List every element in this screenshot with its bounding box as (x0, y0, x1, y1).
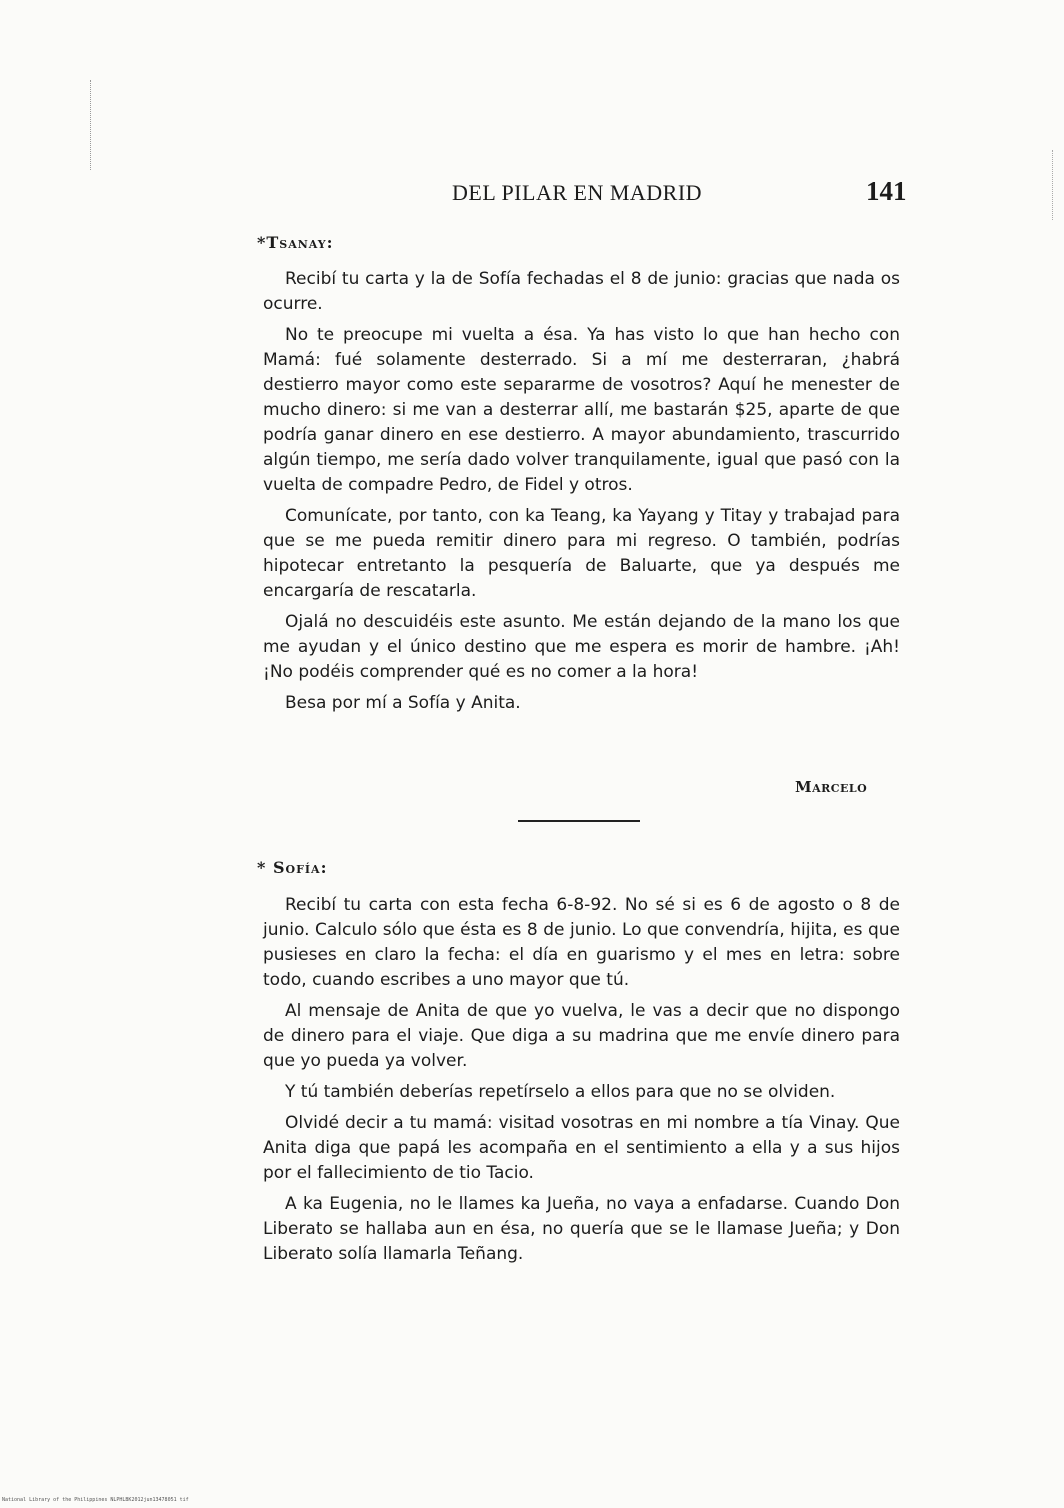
page-number: 141 (866, 176, 907, 206)
letter-1-salutation: *Tsanay: (257, 233, 334, 252)
scan-margin-marks-right (1052, 150, 1055, 220)
letter-1-paragraph: Ojalá no descuidéis este asunto. Me están dejando de la mano los que me ayudan y el único destino que me espera es morir de hambre. ¡Ah! ¡No podéis comprender qué es no comer a la hora! (263, 612, 900, 682)
section-divider (518, 820, 640, 822)
letter-1-body (263, 267, 900, 722)
scan-margin-marks (90, 80, 93, 170)
letter-1-paragraph: No te preocupe mi vuelta a ésa. Ya has visto lo que han hecho con Mamá: fué solamente desterrado. Si a mí me desterraran, ¿habrá destierro mayor como este separarme de vosotros? Aquí he menester de mucho dinero: si me van a desterrar allí, me bastarán $25, aparte de que podría ganar dinero en ese destierro. A mayor abundamiento, trascurrido algún tiempo, me sería dado volver tranquilamente, igual que pasó con la vuelta de compadre Pedro, de Fidel y otros. (263, 325, 900, 495)
letter-2-body (263, 893, 900, 1273)
letter-1-signature: Marcelo (795, 778, 868, 796)
letter-1-paragraph: Comunícate, por tanto, con ka Teang, ka Yayang y Titay y trabajad para que se me pueda remitir dinero para mi regreso. O también, podrías hipotecar entretanto la pesquería de Baluarte, que ya después me encargaría de rescatarla. (263, 506, 900, 601)
letter-2-salutation: * Sofía: (257, 858, 328, 877)
letter-2-paragraph: Recibí tu carta con esta fecha 6-8-92. No sé si es 6 de agosto o 8 de junio. Calculo sólo que ésta es 8 de junio. Lo que convendría, hijita, es que pusieses en claro la fecha: el día en guarismo y el mes en letra: sobre todo, cuando escribes a uno mayor que tú. (263, 895, 900, 990)
scan-credit: National Library of the Philippines NLPHLBK2012jun13478051 tif (2, 1497, 189, 1503)
letter-2-paragraph: Al mensaje de Anita de que yo vuelva, le vas a decir que no dispongo de dinero para el viaje. Que diga a su madrina que me envíe dinero para que yo pueda ya volver. (263, 1001, 900, 1071)
letter-2-paragraph: Y tú también deberías repetírselo a ellos para que no se olviden. (285, 1082, 836, 1102)
running-header-title: DEL PILAR EN MADRID (452, 180, 703, 205)
letter-2-paragraph: Olvidé decir a tu mamá: visitad vosotras en mi nombre a tía Vinay. Que Anita diga que papá les acompaña en el sentimiento a ella y a sus hijos por el fallecimiento de tio Tacio. (263, 1113, 900, 1183)
letter-2-paragraph: A ka Eugenia, no le llames ka Jueña, no vaya a enfadarse. Cuando Don Liberato se hallaba aun en ésa, no quería que se le llamase Jueña; y Don Liberato solía llamarla Teñang. (263, 1194, 900, 1264)
letter-1-paragraph: Besa por mí a Sofía y Anita. (285, 693, 521, 713)
letter-1-paragraph: Recibí tu carta y la de Sofía fechadas el 8 de junio: gracias que nada os ocurre. (263, 269, 900, 314)
